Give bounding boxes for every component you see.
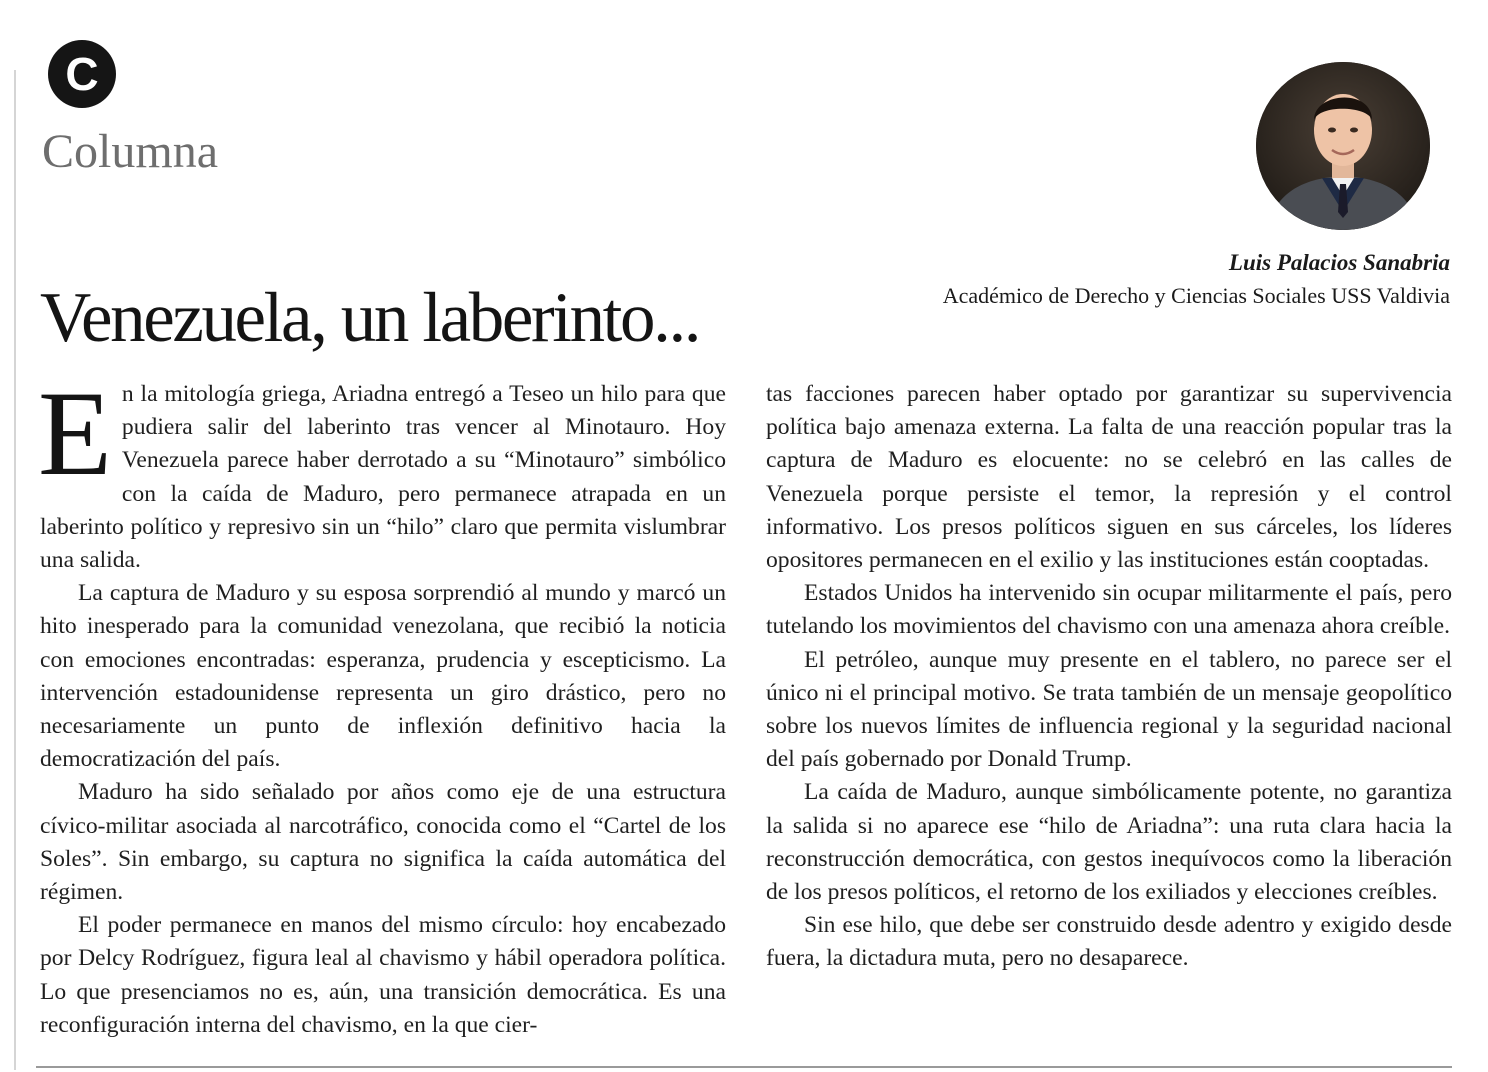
article-paragraph: Sin ese hilo, que debe ser construido desde adentro y exigido desde fuera, la dictadura muta, pero no desaparece. (766, 912, 1452, 972)
article-paragraph: El petróleo, aunque muy presente en el tablero, no parece ser el único ni el principal motivo. Se trata también de un mensaje geopolítico sobre los nuevos límites de influencia regional y la seguridad nacional del país gobernado por Donald Trump. (766, 646, 1452, 773)
article-paragraph (38, 367, 726, 577)
section-badge: C (48, 40, 116, 108)
article-paragraph: La captura de Maduro y su esposa sorprendió al mundo y marcó un hito inesperado para la comunidad venezolana, que recibió la noticia con emociones encontradas: esperanza, prudencia y escepticismo. La intervención estadounidense representa un giro drástico, pero no necesariamente un punto de inflexión definitivo hacia la democratización del país. (40, 580, 726, 773)
section-label: Columna (42, 125, 218, 178)
article-column-right (766, 378, 1452, 976)
left-margin-rule (14, 70, 16, 1070)
article-paragraph: tas facciones parecen haber optado por garantizar su supervivencia política bajo amenaza externa. La falta de una reacción popular tras la captura de Maduro es elocuente: no se celebró en las calles de Venezuela porque persiste el temor, la represión y el control informativo. Los presos políticos siguen en sus cárceles, los líderes opositores permanecen en el exilio y las instituciones están cooptadas. (766, 381, 1452, 574)
drop-cap: E (38, 367, 112, 501)
headline: Venezuela, un laberinto... (40, 279, 700, 357)
article-paragraph: Estados Unidos ha intervenido sin ocupar militarmente el país, pero tutelando los movimientos del chavismo con una amenaza ahora creíble. (766, 580, 1452, 640)
author-portrait-icon (1256, 62, 1430, 230)
article-paragraph: La caída de Maduro, aunque simbólicamente potente, no garantiza la salida si no aparece ese “hilo de Ariadna”: una ruta clara hacia la reconstrucción democrática, con gestos inequívocos como la liberación de los presos políticos, el retorno de los exiliados y elecciones creíbles. (766, 779, 1452, 906)
bottom-rule (36, 1066, 1452, 1068)
author-photo (1256, 62, 1430, 230)
article-paragraph: Maduro ha sido señalado por años como eje de una estructura cívico-militar asociada al narcotráfico, conocida como el “Cartel de los Soles”. Sin embargo, su captura no significa la caída automática del régimen. (40, 779, 726, 906)
article-column-left (38, 367, 726, 1042)
author-role: Académico de Derecho y Ciencias Sociales USS Valdivia (942, 283, 1450, 308)
article-paragraph: El poder permanece en manos del mismo círculo: hoy encabezado por Delcy Rodríguez, figura leal al chavismo y hábil operadora política. Lo que presenciamos no es, aún, una transición democrática. Es una reconfiguración interna del chavismo, en la que cier- (40, 912, 726, 1038)
author-name: Luis Palacios Sanabria (1228, 250, 1450, 275)
article-paragraph-text: n la mitología griega, Ariadna entregó a Teseo un hilo para que pudiera salir del laberinto tras vencer al Minotauro. Hoy Venezuela parece haber derrotado a su “Minotauro” simbólico con la caída de Maduro, pero permanece atrapada en un laberinto político y represivo sin un “hilo” claro que permita vislumbrar una salida. (40, 381, 726, 574)
